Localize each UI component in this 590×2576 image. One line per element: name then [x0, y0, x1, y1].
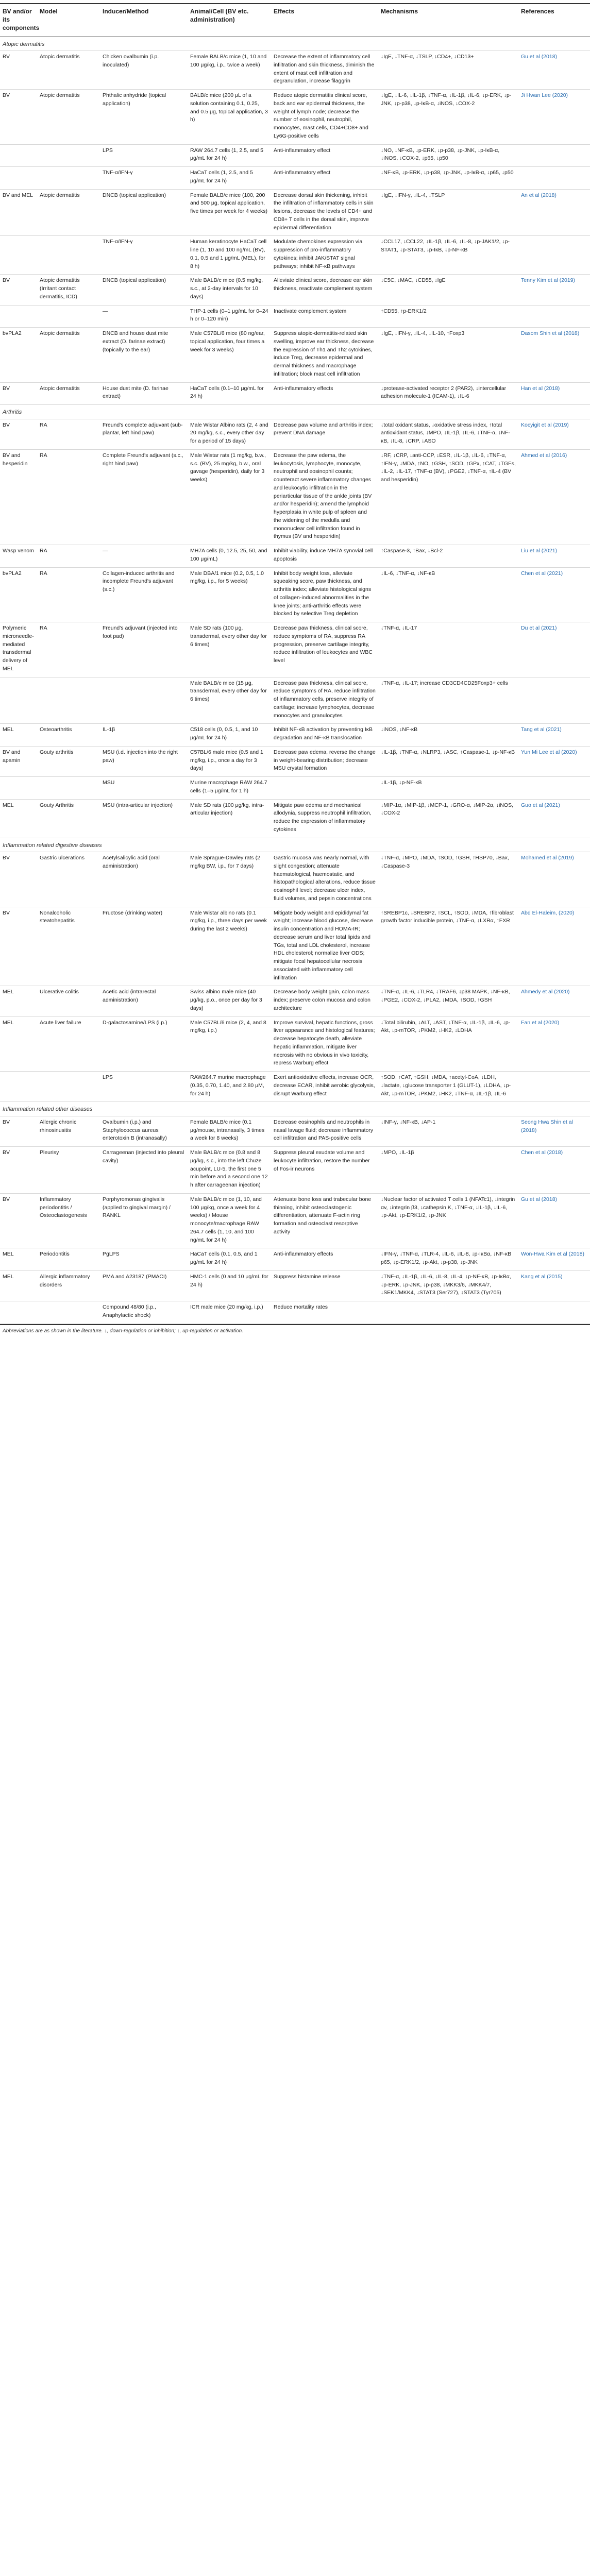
- cell-inducer: House dust mite (D. farinae extract): [100, 382, 188, 405]
- cell-inducer: Ovalbumin (i.p.) and Staphylococcus aureus enterotoxin B (intranasally): [100, 1116, 188, 1146]
- cell-animal-cell: Female BALB/c mice (1, 10 and 100 μg/kg, i.p., twice a week): [188, 51, 271, 90]
- cell-model: Atopic dermatitis: [37, 382, 100, 405]
- cell-animal-cell: Female BALB/c mice (100, 200 and 500 μg, topical application, five times per week for 4 weeks): [188, 189, 271, 236]
- table-row: [0, 305, 590, 328]
- cell-bv: BV: [0, 1116, 37, 1146]
- cell-animal-cell: Male BALB/c mice (1, 10, and 100 μg/kg, once a week for 4 weeks) / Mouse monocyte/macrophage RAW 264.7 cells (1, 10, and 100 ng/mL for 24 h): [188, 1193, 271, 1248]
- cell-animal-cell: THP-1 cells (0–1 μg/mL for 0–24 h or 0–120 min): [188, 305, 271, 328]
- cell-bv: BV and MEL: [0, 189, 37, 236]
- cell-mechanisms: ↓IL-1β, ↓p-NF-κB: [378, 777, 518, 800]
- cell-bv: BV: [0, 382, 37, 405]
- cell-reference: [518, 144, 590, 167]
- cell-effects: Inhibit viability, induce MH7A synovial cell apoptosis: [271, 545, 378, 568]
- cell-reference: [518, 236, 590, 275]
- cell-mechanisms: ↓TNF-α, ↓IL-17: [378, 622, 518, 677]
- cell-animal-cell: BALB/c mice (200 μL of a solution containing 0.1, 0.25, and 0.5 μg, topical application, 3 h): [188, 90, 271, 145]
- table-row: [0, 567, 590, 622]
- cell-effects: Anti-inflammatory effect: [271, 167, 378, 190]
- cell-animal-cell: Human keratinocyte HaCaT cell line (1, 10 and 100 ng/mL (BV), 0.1, 0.5 and 1 μg/mL (MEL), for 8 h): [188, 236, 271, 275]
- cell-inducer: Collagen-induced arthritis and incomplete Freund's adjuvant (s.c.): [100, 567, 188, 622]
- cell-bv: BV: [0, 419, 37, 449]
- cell-animal-cell: RAW264.7 murine macrophage (0.35, 0.70, 1.40, and 2.80 μM, for 24 h): [188, 1072, 271, 1102]
- cell-animal-cell: C57BL/6 male mice (0.5 and 1 mg/kg, i.p., once a day for 3 days): [188, 746, 271, 776]
- cell-inducer: DNCB and house dust mite extract (D. farinae extract) (topically to the ear): [100, 328, 188, 383]
- cell-model: [37, 305, 100, 328]
- cell-bv: BV: [0, 1193, 37, 1248]
- table-body: [0, 37, 590, 1324]
- table-row: [0, 419, 590, 449]
- cell-inducer: DNCB (topical application): [100, 189, 188, 236]
- cell-animal-cell: Male SD rats (100 μg, transdermal, every other day for 6 times): [188, 622, 271, 677]
- table-row: [0, 799, 590, 838]
- cell-reference: Fan et al (2020): [518, 1016, 590, 1072]
- cell-reference: Chen et al (2021): [518, 567, 590, 622]
- cell-model: RA: [37, 419, 100, 449]
- cell-effects: Anti-inflammatory effects: [271, 382, 378, 405]
- cell-animal-cell: Male SD rats (100 μg/kg, intra-articular injection): [188, 799, 271, 838]
- cell-effects: Decrease paw volume and arthritis index; prevent DNA damage: [271, 419, 378, 449]
- cell-model: [37, 1301, 100, 1324]
- results-table: [0, 3, 590, 1324]
- section-row: [0, 37, 590, 51]
- cell-mechanisms: ↑SREBP1c, ↓SREBP2, ↑SCL, ↑SOD, ↓MDA, ↑fibroblast growth factor inducible protein, ↓TNF-α, ↓LXRα, ↑FXR: [378, 907, 518, 986]
- cell-reference: Guo et al (2021): [518, 799, 590, 838]
- cell-reference: An et al (2018): [518, 189, 590, 236]
- cell-animal-cell: Male Wistar albino rats (0.1 mg/kg, i.p., three days per week during the last 2 weeks): [188, 907, 271, 986]
- cell-animal-cell: C518 cells (0, 0.5, 1, and 10 μg/mL for 24 h): [188, 724, 271, 747]
- cell-model: Allergic inflammatory disorders: [37, 1270, 100, 1301]
- cell-model: Pleurisy: [37, 1147, 100, 1194]
- cell-mechanisms: ↓IgE, ↓IL-6, ↓IL-1β, ↓TNF-α, ↓IL-1β, ↓IL-6, ↓p-ERK, ↓p-JNK, ↓p-p38, ↓p-IκB-α, ↓iNOS, ↓COX-2: [378, 90, 518, 145]
- cell-bv: MEL: [0, 1270, 37, 1301]
- cell-mechanisms: ↓MPO, ↓IL-1β: [378, 1147, 518, 1194]
- cell-effects: Suppress histamine release: [271, 1270, 378, 1301]
- cell-mechanisms: ↑CD55, ↑p-ERK1/2: [378, 305, 518, 328]
- cell-bv: BV: [0, 51, 37, 90]
- cell-effects: Alleviate clinical score, decrease ear skin thickness, reactivate complement system: [271, 275, 378, 305]
- cell-mechanisms: ↓IL-6, ↓TNF-α, ↓NF-κB: [378, 567, 518, 622]
- cell-model: [37, 1072, 100, 1102]
- cell-bv: BV: [0, 275, 37, 305]
- cell-animal-cell: Male C57BL/6 mice (2, 4, and 8 mg/kg, i.p.): [188, 1016, 271, 1072]
- cell-mechanisms: ↓MIP-1α, ↓MIP-1β, ↓MCP-1, ↓GRO-α, ↓MIP-2α, ↓iNOS, ↓COX-2: [378, 799, 518, 838]
- header-effects: Effects: [271, 4, 378, 37]
- section-title: Inflammation related digestive diseases: [0, 838, 590, 852]
- cell-animal-cell: Swiss albino male mice (40 μg/kg, p.o., once per day for 3 days): [188, 986, 271, 1016]
- cell-effects: Decrease paw thickness, clinical score, reduce symptoms of RA, reduce infiltration of inflammatory cells, preserve integrity of cartilage; increase lymphocytes, decrease monocytes and granulocytes: [271, 677, 378, 724]
- header-row: [0, 4, 590, 37]
- cell-bv: [0, 677, 37, 724]
- table-row: [0, 1248, 590, 1271]
- cell-reference: Chen et al (2018): [518, 1147, 590, 1194]
- cell-animal-cell: Female BALB/c mice (0.1 μg/mouse, intranasally, 3 times a week for 8 weeks): [188, 1116, 271, 1146]
- header-model: Model: [37, 4, 100, 37]
- cell-bv: BV and hesperidin: [0, 449, 37, 545]
- table-row: [0, 724, 590, 747]
- cell-effects: Mitigate body weight and epididymal fat weight; increase blood glucose, decrease insulin concentration and HOMA-IR; decrease serum and liver total lipids and TGs, total and LDL cholesterol, increase HDL cholesterol; normalize liver ODS; mitigate focal hepatocellular necrosis associated with inflammatory cell infiltration: [271, 907, 378, 986]
- cell-inducer: D-galactosamine/LPS (i.p.): [100, 1016, 188, 1072]
- cell-reference: [518, 677, 590, 724]
- cell-model: Gouty Arthritis: [37, 799, 100, 838]
- table-row: [0, 167, 590, 190]
- cell-reference: Ahmed et al (2016): [518, 449, 590, 545]
- cell-mechanisms: ↓iNOS, ↓NF-κB: [378, 724, 518, 747]
- cell-mechanisms: ↓IgE, ↓IFN-γ, ↓IL-4, ↓TSLP: [378, 189, 518, 236]
- cell-bv: MEL: [0, 1248, 37, 1271]
- table-row: [0, 545, 590, 568]
- cell-mechanisms: ↓IgE, ↓IFN-γ, ↓IL-4, ↓IL-10, ↑Foxp3: [378, 328, 518, 383]
- cell-inducer: PMA and A23187 (PMACI): [100, 1270, 188, 1301]
- cell-bv: BV: [0, 907, 37, 986]
- cell-mechanisms: ↑Caspase-3, ↑Bax, ↓Bcl-2: [378, 545, 518, 568]
- cell-inducer: MSU: [100, 777, 188, 800]
- cell-inducer: LPS: [100, 1072, 188, 1102]
- cell-bv: MEL: [0, 799, 37, 838]
- cell-bv: BV and apamin: [0, 746, 37, 776]
- cell-inducer: Fructose (drinking water): [100, 907, 188, 986]
- cell-mechanisms: ↓TNF-α, ↓IL-17; increase CD3CD4CD25Foxp3+ cells: [378, 677, 518, 724]
- cell-reference: Du et al (2021): [518, 622, 590, 677]
- table-row: [0, 1072, 590, 1102]
- cell-effects: Anti-inflammatory effects: [271, 1248, 378, 1271]
- cell-reference: Ji Hwan Lee (2020): [518, 90, 590, 145]
- cell-effects: Mitigate paw edema and mechanical allodynia, suppress neutrophil infiltration, reduce the expression of inflammatory cytokines: [271, 799, 378, 838]
- table-row: [0, 1016, 590, 1072]
- cell-reference: [518, 777, 590, 800]
- table-row: [0, 746, 590, 776]
- cell-reference: [518, 305, 590, 328]
- table-row: [0, 852, 590, 907]
- cell-reference: Yun Mi Lee et al (2020): [518, 746, 590, 776]
- cell-reference: Kang et al (2015): [518, 1270, 590, 1301]
- cell-animal-cell: HaCaT cells (0.1–10 μg/mL for 24 h): [188, 382, 271, 405]
- cell-mechanisms: ↓NF-κB, ↓p-ERK, ↓p-p38, ↓p-JNK, ↓p-IκB-α, ↓p65, ↓p50: [378, 167, 518, 190]
- cell-reference: [518, 167, 590, 190]
- cell-reference: [518, 1301, 590, 1324]
- cell-mechanisms: [378, 1301, 518, 1324]
- cell-effects: Decrease the extent of inflammatory cell infiltration and skin thickness, diminish the extent of mast cell infiltration and degranulation, increase filaggrin: [271, 51, 378, 90]
- cell-model: Periodontitis: [37, 1248, 100, 1271]
- cell-model: Atopic dermatitis (Irritant contact dermatitis, ICD): [37, 275, 100, 305]
- cell-model: Acute liver failure: [37, 1016, 100, 1072]
- table-row: [0, 236, 590, 275]
- cell-effects: Inhibit body weight loss, alleviate squeaking score, paw thickness, and arthritis index; alleviate histological signs of collagen-induced abnormalities in the knee joints; anti-arthritic effects were blocked by selective Treg depletion: [271, 567, 378, 622]
- cell-inducer: LPS: [100, 144, 188, 167]
- cell-inducer: DNCB (topical application): [100, 275, 188, 305]
- cell-model: RA: [37, 545, 100, 568]
- cell-inducer: Acetic acid (intrarectal administration): [100, 986, 188, 1016]
- cell-bv: [0, 1301, 37, 1324]
- cell-reference: Liu et al (2021): [518, 545, 590, 568]
- table-row: [0, 51, 590, 90]
- table-row: [0, 1116, 590, 1146]
- table-row: [0, 1270, 590, 1301]
- table-row: [0, 144, 590, 167]
- cell-bv: [0, 167, 37, 190]
- table-header: [0, 4, 590, 37]
- cell-mechanisms: ↓IL-1β, ↓TNF-α, ↓NLRP3, ↓ASC, ↑Caspase-1, ↓p-NF-κB: [378, 746, 518, 776]
- cell-model: [37, 236, 100, 275]
- header-animal-cell: Animal/Cell (BV etc. administration): [188, 4, 271, 37]
- cell-effects: Decrease paw thickness, clinical score, reduce symptoms of RA, suppress RA progression, preserve cartilage integrity, reduce infiltration of leukocytes and WBC level: [271, 622, 378, 677]
- cell-model: Gouty arthritis: [37, 746, 100, 776]
- cell-mechanisms: ↓TNF-α, ↓IL-1β, ↓IL-6, ↓IL-8, ↓IL-4, ↓p-NF-κB, ↓p-IκBα, ↓p-ERK, ↓p-JNK, ↓p-p38, ↓MKK3/6, ↓MKK4/7, ↓SEK1/MKK4, ↓STAT3 (Ser727), ↓STAT3 (Tyr705): [378, 1270, 518, 1301]
- cell-effects: Anti-inflammatory effect: [271, 144, 378, 167]
- cell-animal-cell: Male BALB/c mice (15 μg, transdermal, every other day for 6 times): [188, 677, 271, 724]
- cell-mechanisms: ↓NO, ↓NF-κB, ↓p-ERK, ↓p-p38, ↓p-JNK, ↓p-IκB-α, ↓iNOS, ↓COX-2, ↓p65, ↓p50: [378, 144, 518, 167]
- cell-model: Atopic dermatitis: [37, 189, 100, 236]
- cell-bv: BV: [0, 90, 37, 145]
- cell-bv: [0, 305, 37, 328]
- cell-inducer: MSU (intra-articular injection): [100, 799, 188, 838]
- cell-inducer: IL-1β: [100, 724, 188, 747]
- cell-animal-cell: ICR male mice (20 mg/kg, i.p.): [188, 1301, 271, 1324]
- cell-bv: BV: [0, 1147, 37, 1194]
- cell-effects: Reduce atopic dermatitis clinical score, back and ear epidermal thickness, the weight of lymph node; decrease the number of eosinophil, neutrophil, monocytes, mast cells, CD4+CD8+ and Ly6G-positive cells: [271, 90, 378, 145]
- table-row: [0, 382, 590, 405]
- cell-model: Allergic chronic rhinosinusitis: [37, 1116, 100, 1146]
- cell-bv: Polymeric microneedle-mediated transdermal delivery of MEL: [0, 622, 37, 677]
- cell-inducer: PgLPS: [100, 1248, 188, 1271]
- cell-animal-cell: Male BALB/c mice (0.5 mg/kg, s.c., at 2-day intervals for 10 days): [188, 275, 271, 305]
- section-title: Arthritis: [0, 405, 590, 419]
- cell-model: RA: [37, 567, 100, 622]
- table-row: [0, 449, 590, 545]
- cell-animal-cell: Male Wistar rats (1 mg/kg, b.w., s.c. (BV), 25 mg/kg, b.w., oral gavage (hesperidin), daily for 3 weeks): [188, 449, 271, 545]
- cell-reference: Dasom Shin et al (2018): [518, 328, 590, 383]
- section-row: [0, 1102, 590, 1116]
- table-footnote: Abbreviations are as shown in the literature. ↓, down-regulation or inhibition; ↑, up-regulation or activation.: [0, 1324, 590, 1334]
- cell-reference: Mohamed et al (2019): [518, 852, 590, 907]
- cell-model: [37, 144, 100, 167]
- cell-mechanisms: ↓INF-γ, ↓NF-κB, ↓AP-1: [378, 1116, 518, 1146]
- cell-bv: [0, 1072, 37, 1102]
- table-row: [0, 90, 590, 145]
- section-row: [0, 838, 590, 852]
- cell-model: Atopic dermatitis: [37, 328, 100, 383]
- cell-mechanisms: ↓CCL17, ↓CCL22, ↓IL-1β, ↓IL-6, ↓IL-8, ↓p-JAK1/2, ↓p-STAT1, ↓p-STAT3, ↓p-IκB, ↓p-NF-κB: [378, 236, 518, 275]
- cell-bv: MEL: [0, 1016, 37, 1072]
- section-row: [0, 405, 590, 419]
- cell-mechanisms: ↓total oxidant status, ↓oxidative stress index, ↑total antioxidant status, ↓MPO, ↓IL-1β, ↓IL-6, ↓TNF-α, ↓NF-κB, ↓IL-8, ↓CRP, ↓ASO: [378, 419, 518, 449]
- cell-inducer: [100, 677, 188, 724]
- cell-animal-cell: Male DBA/1 mice (0.2, 0.5, 1.0 mg/kg, i.p., for 5 weeks): [188, 567, 271, 622]
- cell-effects: Reduce mortality rates: [271, 1301, 378, 1324]
- cell-reference: Won-Hwa Kim et al (2018): [518, 1248, 590, 1271]
- table-row: [0, 907, 590, 986]
- cell-model: Atopic dermatitis: [37, 90, 100, 145]
- cell-model: Inflammatory periodontitis / Osteoclastogenesis: [37, 1193, 100, 1248]
- cell-inducer: Freund's complete adjuvant (sub-plantar, left hind paw): [100, 419, 188, 449]
- cell-effects: Modulate chemokines expression via suppression of pro-inflammatory cytokines; inhibit JAK/STAT signal pathways; inhibit NF-κB pathways: [271, 236, 378, 275]
- cell-reference: Tenny Kim et al (2019): [518, 275, 590, 305]
- cell-inducer: Phthalic anhydride (topical application): [100, 90, 188, 145]
- cell-mechanisms: ↓Nuclear factor of activated T cells 1 (NFATc1), ↓integrin αv, ↓integrin β3, ↓cathepsin K, ↓TNF-α, ↓IL-1β, ↓IL-6, ↓p-Akt, ↓p-ERK1/2, ↓p-JNK: [378, 1193, 518, 1248]
- cell-mechanisms: ↓TNF-α, ↓MPO, ↓MDA, ↑SOD, ↑GSH, ↑HSP70, ↓Bax, ↓Caspase-3: [378, 852, 518, 907]
- section-title: Inflammation related other diseases: [0, 1102, 590, 1116]
- cell-effects: Decrease body weight gain, colon mass index; preserve colon mucosa and colon architecture: [271, 986, 378, 1016]
- cell-reference: Seong Hwa Shin et al (2018): [518, 1116, 590, 1146]
- cell-animal-cell: Male Wistar Albino rats (2, 4 and 20 mg/kg, s.c., every other day for a period of 15 days): [188, 419, 271, 449]
- cell-bv: bvPLA2: [0, 567, 37, 622]
- cell-inducer: Complete Freund's adjuvant (s.c., right hind paw): [100, 449, 188, 545]
- cell-reference: Kocyigit et al (2019): [518, 419, 590, 449]
- cell-bv: [0, 777, 37, 800]
- cell-effects: Decrease eosinophils and neutrophils in nasal lavage fluid; decrease inflammatory cell infiltration and PAS-positive cells: [271, 1116, 378, 1146]
- cell-mechanisms: ↓RF, ↓CRP, ↓anti-CCP, ↓ESR, ↓IL-1β, ↓IL-6, ↓TNF-α, ↑IFN-γ, ↓MDA, ↑NO, ↑GSH, ↑SOD, ↑GPx, ↑CAT, ↓TGFs, ↓IL-2, ↓IL-17, ↑TNF-α (BV), ↓PGE2, ↓TNF-α, ↑IL-4 (BV and hesperidin): [378, 449, 518, 545]
- section-title: Atopic dermatitis: [0, 37, 590, 51]
- cell-model: Ulcerative colitis: [37, 986, 100, 1016]
- table-row: [0, 1147, 590, 1194]
- cell-model: RA: [37, 622, 100, 677]
- cell-animal-cell: Murine macrophage RAW 264.7 cells (1–5 μg/mL for 1 h): [188, 777, 271, 800]
- cell-reference: Han et al (2018): [518, 382, 590, 405]
- cell-effects: Improve survival, hepatic functions, gross liver appearance and histological features; decrease hepatocyte death, alleviate hepatic inflammation, mitigate liver necrosis with no obvious in vivo toxicity, repress Warburg effect: [271, 1016, 378, 1072]
- cell-effects: Exert antioxidative effects, increase OCR, decrease ECAR, inhibit aerobic glycolysis, disrupt Warburg effect: [271, 1072, 378, 1102]
- cell-reference: Tang et al (2021): [518, 724, 590, 747]
- cell-model: [37, 677, 100, 724]
- table-row: [0, 189, 590, 236]
- cell-effects: Suppress pleural exudate volume and leukocyte infiltration, restore the number of Fos-ir neurons: [271, 1147, 378, 1194]
- cell-inducer: TNF-α/IFN-γ: [100, 236, 188, 275]
- cell-inducer: Acetylsalicylic acid (oral administration): [100, 852, 188, 907]
- table-row: [0, 328, 590, 383]
- cell-effects: Suppress atopic-dermatitis-related skin swelling, improve ear thickness, decrease the expression of Th1 and Th2 cytokines, induce Treg, decrease epidermal and dermal thickness and macrophage infiltration; block mast cell infiltration: [271, 328, 378, 383]
- cell-mechanisms: ↓IFN-γ, ↓TNF-α, ↓TLR-4, ↓IL-6, ↓IL-8, ↓p-IκBα, ↓NF-κB p65, ↓p-ERK1/2, ↓p-Akt, ↓p-p38, ↓p-JNK: [378, 1248, 518, 1271]
- cell-bv: BV: [0, 852, 37, 907]
- cell-inducer: Freund's adjuvant (injected into foot pad): [100, 622, 188, 677]
- cell-inducer: —: [100, 305, 188, 328]
- cell-animal-cell: RAW 264.7 cells (1, 2.5, and 5 μg/mL for 24 h): [188, 144, 271, 167]
- cell-bv: MEL: [0, 986, 37, 1016]
- cell-effects: Inhibit NF-κB activation by preventing IκB degradation and NF-κB translocation: [271, 724, 378, 747]
- cell-inducer: Porphyromonas gingivalis (applied to gingival margin) / RANKL: [100, 1193, 188, 1248]
- cell-mechanisms: ↓protease-activated receptor 2 (PAR2), ↓intercellular adhesion molecule-1 (ICAM-1), ↓IL-6: [378, 382, 518, 405]
- table-row: [0, 622, 590, 677]
- cell-reference: [518, 1072, 590, 1102]
- cell-mechanisms: ↓IgE, ↓TNF-α, ↓TSLP, ↓CD4+, ↓CD13+: [378, 51, 518, 90]
- cell-inducer: MSU (i.d. injection into the right paw): [100, 746, 188, 776]
- cell-mechanisms: ↑SOD, ↑CAT, ↑GSH, ↓MDA, ↑acetyl-CoA, ↓LDH, ↓lactate, ↓glucose transporter 1 (GLUT-1), ↓LDHA, ↓p-Akt, ↓p-mTOR, ↓PKM2, ↓HK2, ↓TNF-α, ↓IL-1β, ↓IL-6: [378, 1072, 518, 1102]
- cell-effects: Decrease dorsal skin thickening, inhibit the infiltration of inflammatory cells in skin lesions, decrease the levels of CD4+ and CD8+ T cells in the dorsal skin, improve epidermal differentiation: [271, 189, 378, 236]
- cell-model: Osteoarthritis: [37, 724, 100, 747]
- cell-model: Gastric ulcerations: [37, 852, 100, 907]
- cell-effects: Decrease paw edema, reverse the change in weight-bearing distribution; decrease MSU crystal formation: [271, 746, 378, 776]
- cell-bv: MEL: [0, 724, 37, 747]
- cell-inducer: TNF-α/IFN-γ: [100, 167, 188, 190]
- cell-inducer: Compound 48/80 (i.p., Anaphylactic shock): [100, 1301, 188, 1324]
- table-row: [0, 275, 590, 305]
- header-bv: BV and/or its components: [0, 4, 37, 37]
- header-mechanisms: Mechanisms: [378, 4, 518, 37]
- cell-model: [37, 777, 100, 800]
- cell-effects: Decrease the paw edema, the leukocytosis, lymphocyte, monocyte, neutrophil and eosinophil counts; counteract severe inflammatory changes and leukocytic infiltration in the periarticular tissue of the ankle joints (BV and/or hesperidin); amend the lymphoid hyperplasia in white pulp of spleen and the widening of the medulla and mononuclear cell infiltration found in thymus (BV and hesperidin): [271, 449, 378, 545]
- cell-mechanisms: ↓C5C, ↓MAC, ↓CD55, ↓IgE: [378, 275, 518, 305]
- table-row: [0, 1301, 590, 1324]
- cell-effects: Attenuate bone loss and trabecular bone thinning, inhibit osteoclastogenic differentiation, attenuate F-actin ring formation and osteoclast resorptive activity: [271, 1193, 378, 1248]
- cell-model: [37, 167, 100, 190]
- cell-effects: [271, 777, 378, 800]
- cell-reference: Gu et al (2018): [518, 1193, 590, 1248]
- cell-animal-cell: Male BALB/c mice (0.8 and 8 μg/kg, s.c., into the left Chuze acupoint, LU-5, the first one 5 min before and a second one 12 h after carrageenan injection): [188, 1147, 271, 1194]
- cell-bv: [0, 144, 37, 167]
- table-row: [0, 777, 590, 800]
- cell-effects: Inactivate complement system: [271, 305, 378, 328]
- cell-reference: Gu et al (2018): [518, 51, 590, 90]
- cell-animal-cell: HaCaT cells (1, 2.5, and 5 μg/mL for 24 h): [188, 167, 271, 190]
- cell-inducer: Carrageenan (injected into pleural cavity): [100, 1147, 188, 1194]
- cell-effects: Gastric mucosa was nearly normal, with slight congestion; attenuate haematological, haemostatic, and histopathological alterations, reduce tissue eosinophil level; decrease ulcer index, fluid volumes, and pepsin concentrations: [271, 852, 378, 907]
- cell-inducer: Chicken ovalbumin (i.p. inoculated): [100, 51, 188, 90]
- header-references: References: [518, 4, 590, 37]
- header-inducer: Inducer/Method: [100, 4, 188, 37]
- cell-reference: Ahmedy et al (2020): [518, 986, 590, 1016]
- cell-mechanisms: ↓TNF-α, ↓IL-6, ↓TLR4, ↓TRAF6, ↓p38 MAPK, ↓NF-κB, ↓PGE2, ↓COX-2, ↓PLA2, ↓MDA, ↑SOD, ↑GSH: [378, 986, 518, 1016]
- table-row: [0, 1193, 590, 1248]
- cell-model: Nonalcoholic steatohepatitis: [37, 907, 100, 986]
- cell-inducer: —: [100, 545, 188, 568]
- cell-animal-cell: MH7A cells (0, 12.5, 25, 50, and 100 μg/mL): [188, 545, 271, 568]
- cell-model: RA: [37, 449, 100, 545]
- cell-bv: bvPLA2: [0, 328, 37, 383]
- cell-bv: [0, 236, 37, 275]
- cell-animal-cell: HaCaT cells (0.1, 0.5, and 1 μg/mL for 24 h): [188, 1248, 271, 1271]
- cell-mechanisms: ↓Total bilirubin, ↓ALT, ↓AST, ↓TNF-α, ↓IL-1β, ↓IL-6, ↓p-Akt, ↓p-mTOR, ↓PKM2, ↓HK2, ↓LDHA: [378, 1016, 518, 1072]
- cell-bv: Wasp venom: [0, 545, 37, 568]
- cell-animal-cell: Male Sprague-Dawley rats (2 mg/kg BW, i.p., for 7 days): [188, 852, 271, 907]
- cell-animal-cell: Male C57BL/6 mice (80 ng/ear, topical application, four times a week for 3 weeks): [188, 328, 271, 383]
- cell-model: Atopic dermatitis: [37, 51, 100, 90]
- cell-animal-cell: HMC-1 cells (0 and 10 μg/mL for 24 h): [188, 1270, 271, 1301]
- table-row: [0, 986, 590, 1016]
- cell-reference: Abd El-Haleim, (2020): [518, 907, 590, 986]
- table-row: [0, 677, 590, 724]
